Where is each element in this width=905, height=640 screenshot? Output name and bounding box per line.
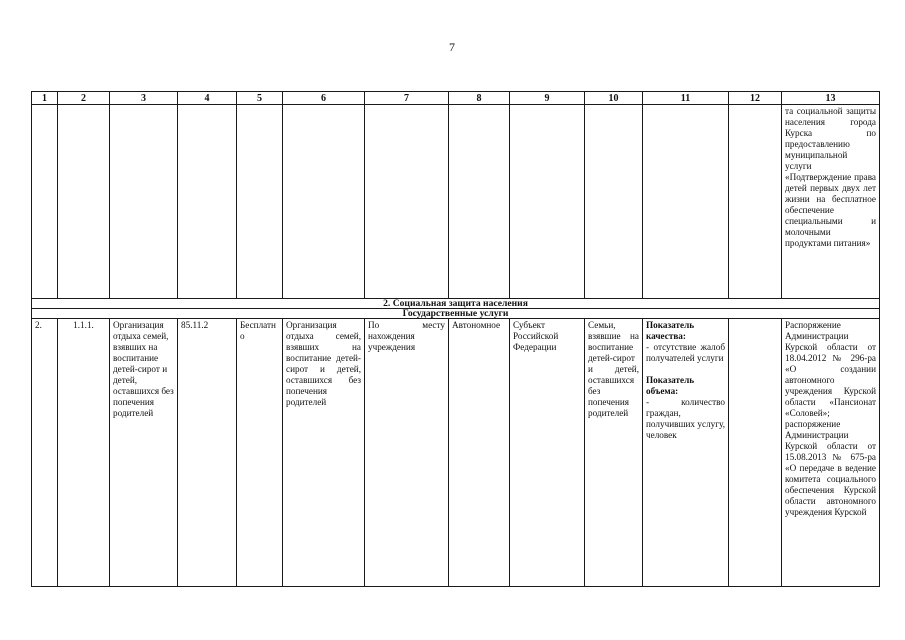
volume-indicator-label: Показатель объема:	[646, 374, 695, 396]
continuation-row	[32, 105, 880, 299]
header-cell: 8	[449, 92, 510, 105]
volume-indicator-text: - количество граждан, получивших услугу, человек	[646, 396, 725, 440]
quality-indicator-text: - отсутствие жалоб получателей услуги	[646, 341, 725, 363]
service-content: Организация отдыха семей, взявших на воспитание детей-сирот и детей, оставшихся без попечения родителей	[283, 318, 365, 586]
header-cell: 9	[510, 92, 585, 105]
quality-indicator-label: Показатель качества:	[646, 319, 695, 341]
header-cell: 2	[58, 92, 110, 105]
header-cell: 10	[585, 92, 643, 105]
service-code: 1.1.1.	[58, 318, 110, 586]
empty-cell	[729, 105, 782, 299]
header-cell: 11	[643, 92, 729, 105]
empty-cell	[643, 105, 729, 299]
section-row	[32, 298, 880, 308]
legal-basis: Распоряжение Администрации Курской области от 18.04.2012 № 296-ра «О создании автономного учреждения Курской области «Пансионат «Соловей»; распоряжение Администрации Курской области от 15.08.2013 № 675-ра «О передаче в ведение комитета социального обеспечения Курской области автономного учреждения Курской	[782, 318, 880, 586]
table-row	[32, 318, 880, 586]
recipients: Семьи, взявшие на воспитание детей-сирот и детей, оставшихся без попечения родителей	[585, 318, 643, 586]
empty-cell	[510, 105, 585, 299]
header-cell: 7	[365, 92, 449, 105]
empty-cell	[58, 105, 110, 299]
institution-type: Автономное	[449, 318, 510, 586]
indicators	[643, 318, 729, 586]
spacer	[646, 364, 725, 375]
okved-code: 85.11.2	[178, 318, 237, 586]
header-cell: 5	[237, 92, 283, 105]
services-table	[31, 91, 880, 587]
header-cell: 1	[32, 92, 58, 105]
provider-level: Субъект Российской Федерации	[510, 318, 585, 586]
header-cell: 13	[782, 92, 880, 105]
empty-cell	[283, 105, 365, 299]
page-number: 7	[449, 40, 455, 54]
empty-cell	[237, 105, 283, 299]
subsection-title: Государственные услуги	[32, 308, 880, 318]
header-cell: 4	[178, 92, 237, 105]
empty-cell	[32, 105, 58, 299]
empty-cell	[449, 105, 510, 299]
subsection-row	[32, 308, 880, 318]
header-cell: 3	[110, 92, 178, 105]
service-place: По месту нахождения учреждения	[365, 318, 449, 586]
empty-cell	[110, 105, 178, 299]
row-number: 2.	[32, 318, 58, 586]
header-cell: 12	[729, 92, 782, 105]
header-cell: 6	[283, 92, 365, 105]
empty-cell	[365, 105, 449, 299]
section-title: 2. Социальная защита населения	[32, 298, 880, 308]
empty-cell	[178, 105, 237, 299]
header-row	[32, 92, 880, 105]
payment-type: Бесплатно	[237, 318, 283, 586]
empty-cell	[729, 318, 782, 586]
service-name: Организация отдыха семей, взявших на воспитание детей-сирот и детей, оставшихся без попечения родителей	[110, 318, 178, 586]
continuation-text: та социальной защиты населения города Курска по предоставлению муниципальной услуги «Подтверждение права детей первых двух лет жизни на бесплатное обеспечение специальными и молочными продуктами питания»	[782, 105, 880, 299]
empty-cell	[585, 105, 643, 299]
